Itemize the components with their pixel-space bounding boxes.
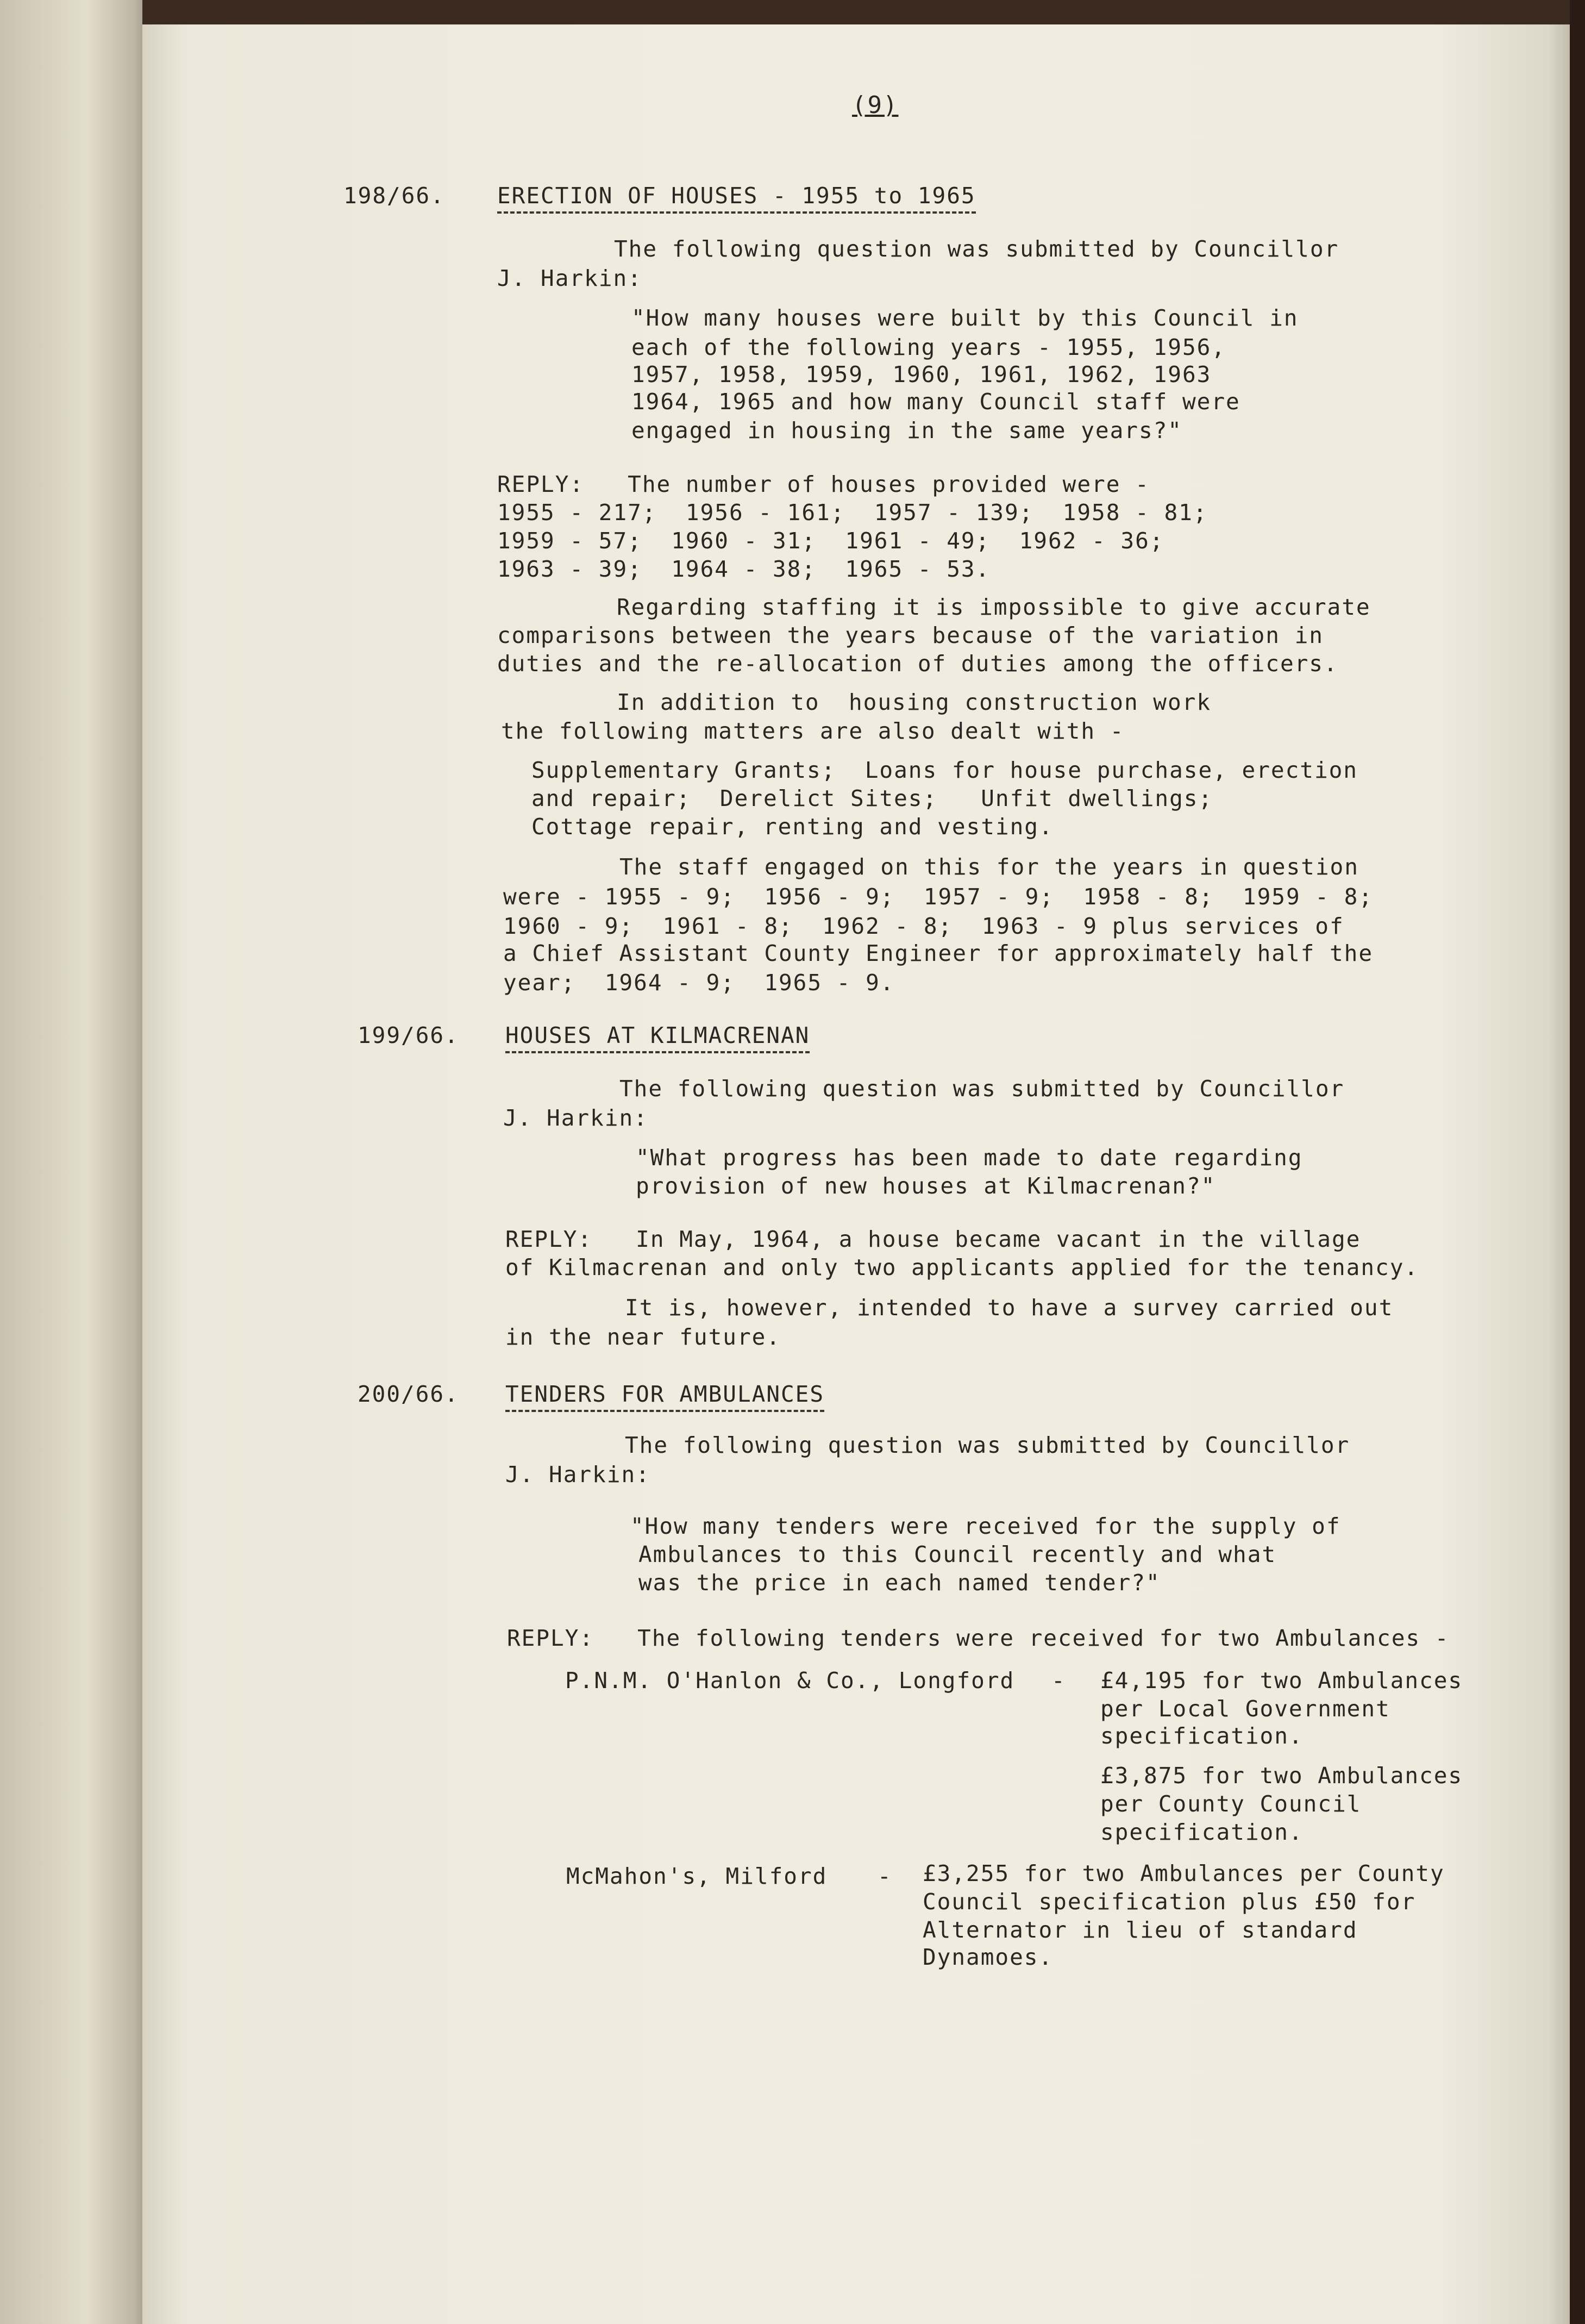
- section-ref: 200/66.: [358, 1381, 459, 1407]
- paragraph-line: It is, however, intended to have a survey carried out: [625, 1295, 1394, 1321]
- top-edge: [142, 0, 1577, 26]
- tender-offer-line: £3,875 for two Ambulances: [1100, 1763, 1463, 1789]
- paragraph-line: the following matters are also dealt with -: [501, 718, 1125, 744]
- reply-line: REPLY: In May, 1964, a house became vacant in the village: [505, 1226, 1361, 1252]
- tender-dash: -: [878, 1863, 892, 1889]
- question-line: Ambulances to this Council recently and what: [638, 1541, 1277, 1567]
- reply-line: 1959 - 57; 1960 - 31; 1961 - 49; 1962 - 36;: [497, 528, 1164, 554]
- paragraph-line: were - 1955 - 9; 1956 - 9; 1957 - 9; 1958 - 8; 1959 - 8;: [503, 884, 1374, 910]
- tender-offer-line: £3,255 for two Ambulances per County: [923, 1860, 1445, 1886]
- question-line: 1964, 1965 and how many Council staff were: [631, 389, 1241, 415]
- tender-offer-line: Alternator in lieu of standard: [923, 1917, 1358, 1943]
- question-line: was the price in each named tender?": [638, 1570, 1161, 1596]
- tender-offer-line: per County Council: [1100, 1791, 1362, 1817]
- paragraph-line: Regarding staffing it is impossible to give accurate: [617, 594, 1371, 620]
- intro-line: The following question was submitted by Councillor: [619, 1076, 1345, 1102]
- tender-offer-line: £4,195 for two Ambulances: [1100, 1667, 1463, 1694]
- question-line: "How many tenders were received for the supply of: [630, 1513, 1341, 1539]
- section-heading: HOUSES AT KILMACRENAN: [505, 1021, 810, 1053]
- tender-offer-line: Dynamoes.: [923, 1944, 1054, 1970]
- paragraph-line: duties and the re-allocation of duties among the officers.: [497, 651, 1338, 677]
- tender-dash: -: [1051, 1667, 1066, 1694]
- paragraph-line: In addition to housing construction work: [617, 689, 1212, 715]
- paragraph-line: in the near future.: [505, 1324, 781, 1350]
- matters-line: Cottage repair, renting and vesting.: [531, 814, 1054, 840]
- question-line: engaged in housing in the same years?": [631, 417, 1182, 443]
- tender-name: P.N.M. O'Hanlon & Co., Longford: [565, 1667, 1015, 1694]
- question-line: "What progress has been made to date regarding: [636, 1145, 1303, 1171]
- paragraph-line: a Chief Assistant County Engineer for approximately half the: [503, 940, 1374, 966]
- tender-offer-line: specification.: [1100, 1819, 1304, 1845]
- tender-offer-line: Council specification plus £50 for: [923, 1889, 1416, 1915]
- tender-name: McMahon's, Milford: [566, 1863, 828, 1889]
- paragraph-line: 1960 - 9; 1961 - 8; 1962 - 8; 1963 - 9 plus services of: [503, 913, 1344, 939]
- section-heading: ERECTION OF HOUSES - 1955 to 1965: [497, 181, 976, 214]
- tender-offer-line: specification.: [1100, 1723, 1304, 1749]
- right-edge: [1570, 0, 1585, 2324]
- reply-line: REPLY: The following tenders were received for two Ambulances -: [507, 1625, 1450, 1651]
- intro-line: The following question was submitted by Councillor: [614, 236, 1339, 262]
- intro-line: The following question was submitted by Councillor: [625, 1432, 1350, 1458]
- intro-line: J. Harkin:: [497, 265, 642, 291]
- question-line: each of the following years - 1955, 1956,: [631, 334, 1226, 360]
- paragraph-line: comparisons between the years because of the variation in: [497, 622, 1324, 648]
- reply-line: 1955 - 217; 1956 - 161; 1957 - 139; 1958 - 81;: [497, 499, 1208, 526]
- section-heading: TENDERS FOR AMBULANCES: [505, 1379, 824, 1412]
- section-ref: 199/66.: [358, 1022, 459, 1048]
- reply-line: 1963 - 39; 1964 - 38; 1965 - 53.: [497, 556, 991, 582]
- tender-offer-line: per Local Government: [1100, 1696, 1390, 1722]
- page-number: (9): [852, 91, 899, 119]
- question-line: 1957, 1958, 1959, 1960, 1961, 1962, 1963: [631, 361, 1212, 388]
- question-line: "How many houses were built by this Council in: [631, 305, 1299, 331]
- reply-line: REPLY: The number of houses provided were -: [497, 471, 1150, 497]
- section-ref: 198/66.: [343, 183, 445, 209]
- question-line: provision of new houses at Kilmacrenan?": [636, 1173, 1216, 1199]
- intro-line: J. Harkin:: [503, 1105, 648, 1131]
- paragraph-line: year; 1964 - 9; 1965 - 9.: [503, 970, 895, 996]
- reply-line: of Kilmacrenan and only two applicants applied for the tenancy.: [505, 1254, 1419, 1280]
- paragraph-line: The staff engaged on this for the years in question: [619, 854, 1359, 880]
- intro-line: J. Harkin:: [505, 1461, 650, 1488]
- book-spine-shadow: [0, 0, 158, 2324]
- matters-line: and repair; Derelict Sites; Unfit dwellings;: [531, 785, 1213, 811]
- matters-line: Supplementary Grants; Loans for house purchase, erection: [531, 757, 1358, 783]
